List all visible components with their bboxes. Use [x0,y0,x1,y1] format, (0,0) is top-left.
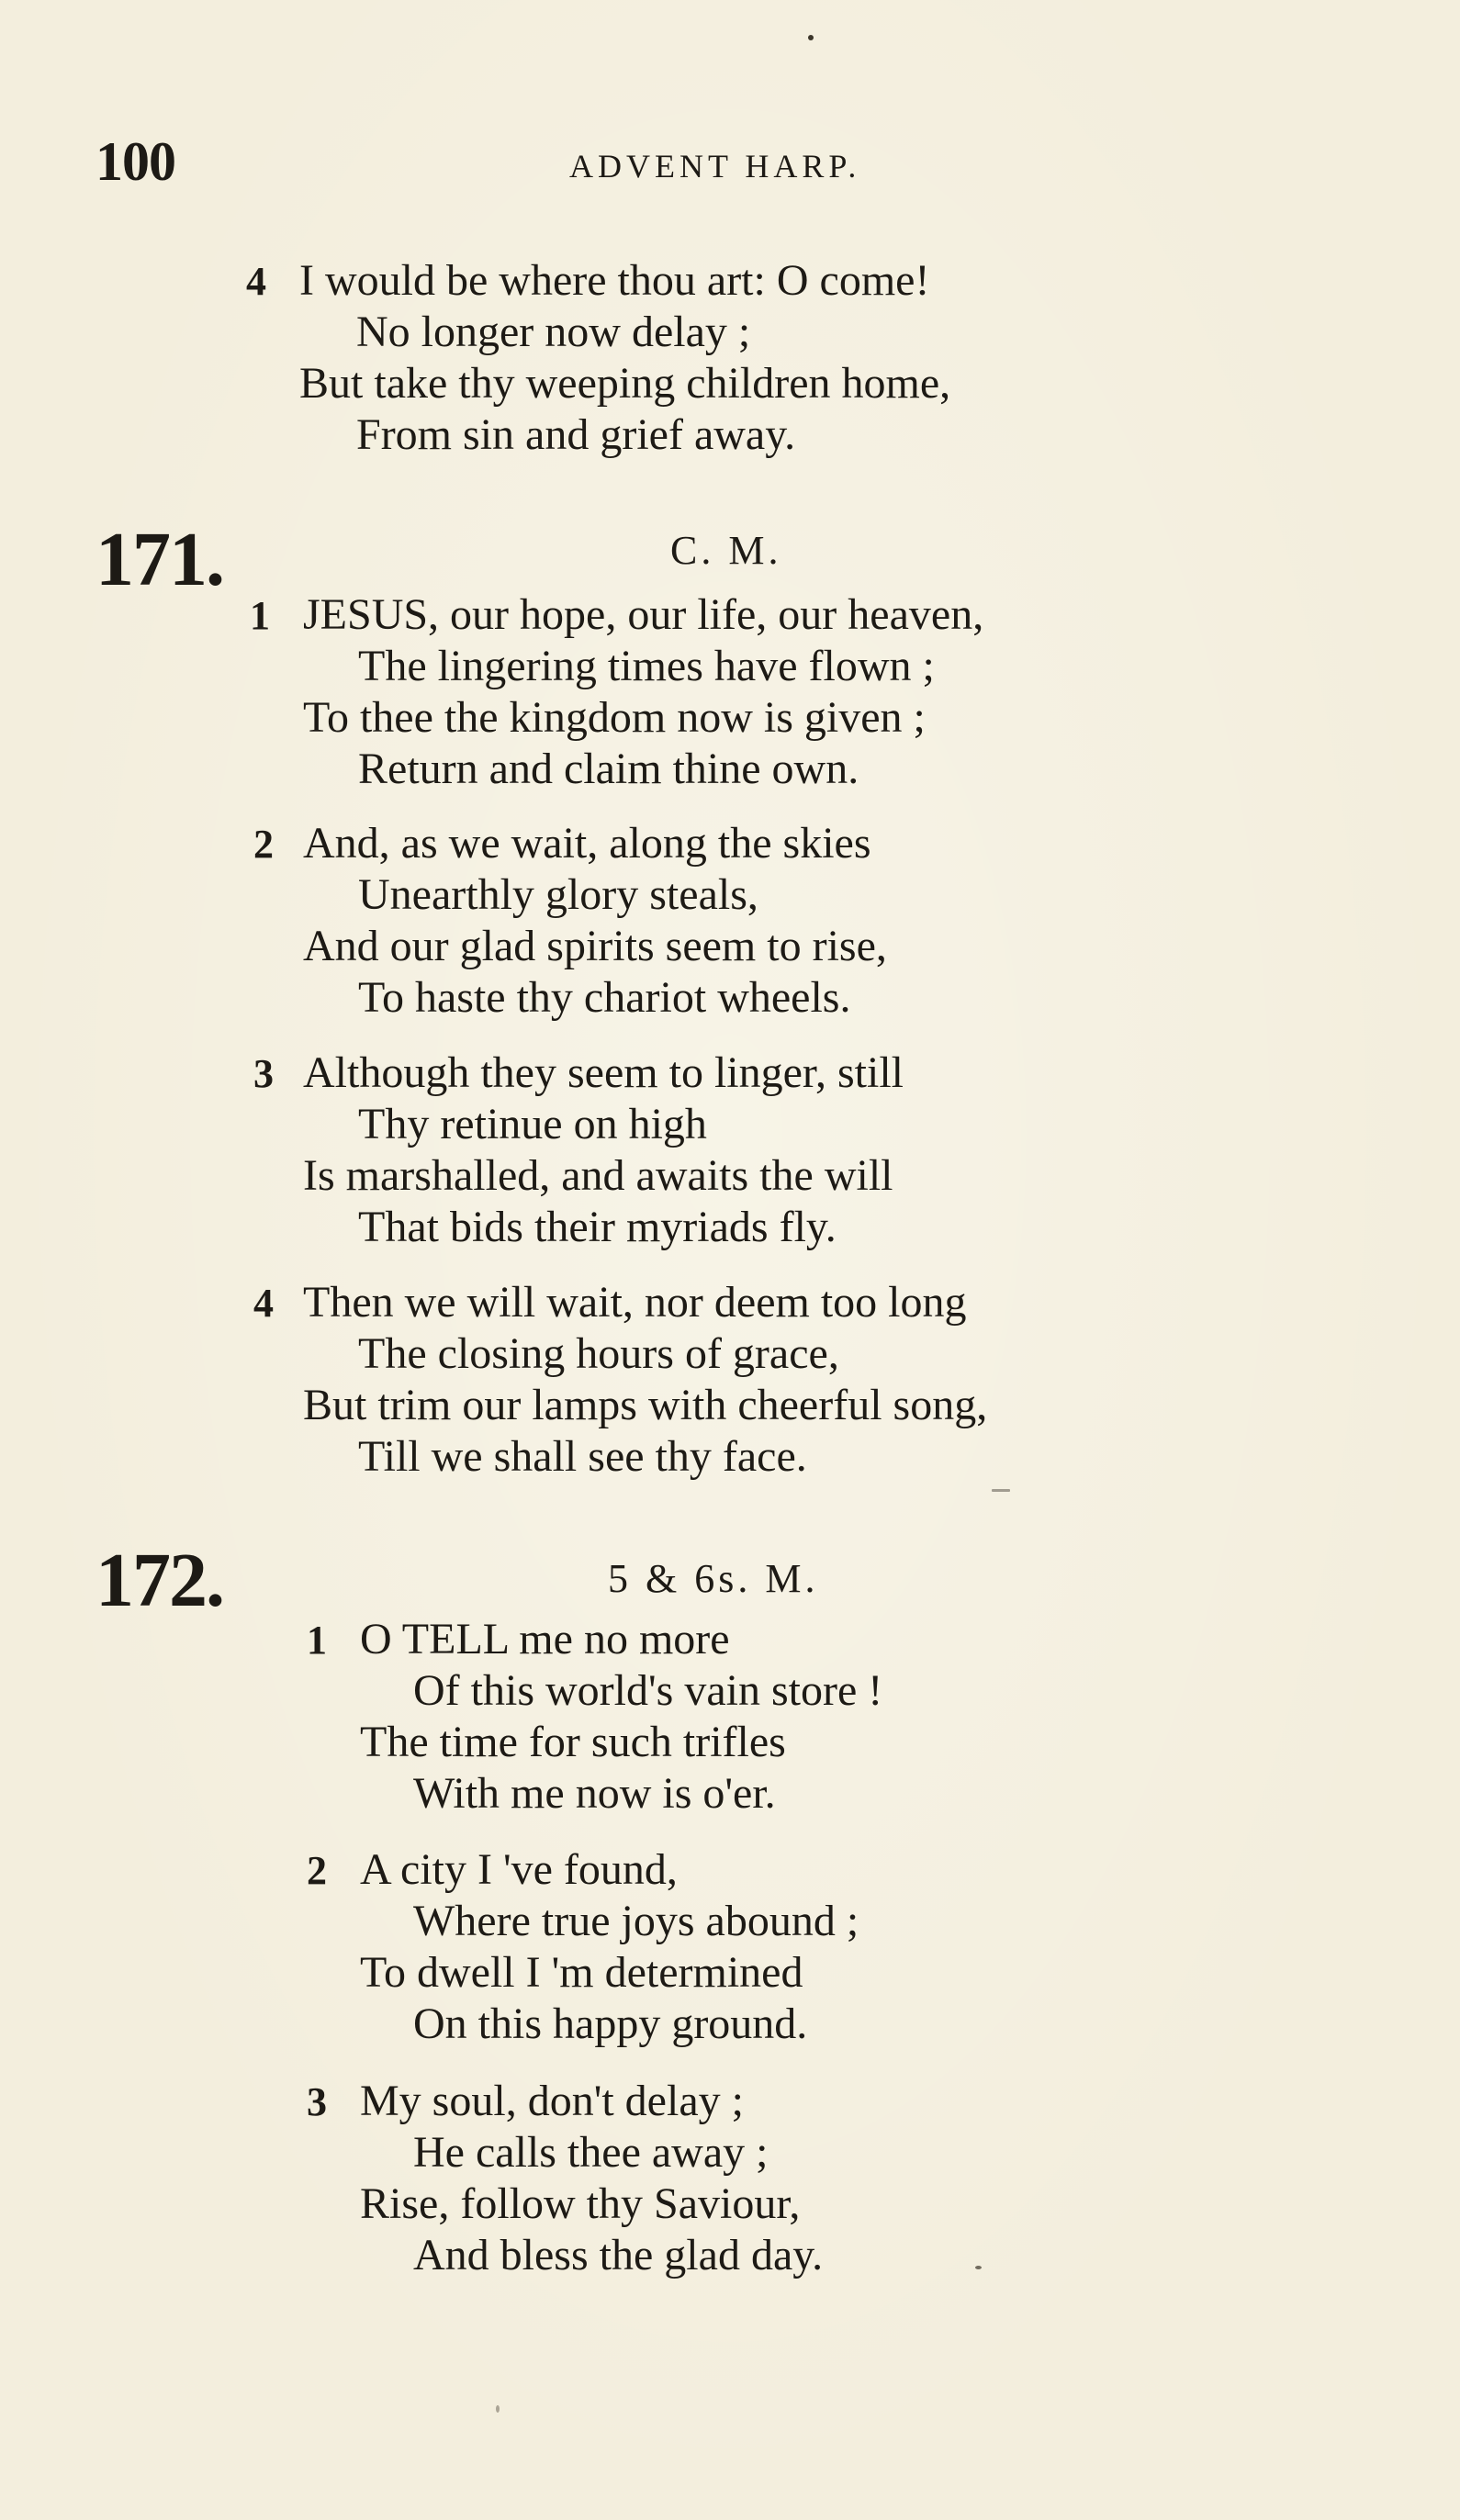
verse-number: 1 [307,1618,327,1663]
verse-line: Where true joys abound ; [413,1897,859,1945]
verse-line: Is marshalled, and awaits the will [303,1151,893,1200]
verse-line: But trim our lamps with cheerful song, [303,1381,988,1429]
hymn-meter: 5 & 6s. M. [608,1556,819,1601]
verse-number: 2 [307,1848,327,1893]
verse-line: Return and claim thine own. [358,745,859,793]
verse-line: Unearthly glory steals, [358,870,758,919]
verse-line: And bless the glad day. [413,2231,824,2279]
verse-line: O TELL me no more [360,1615,730,1663]
verse-line: But take thy weeping children home, [299,359,951,408]
hymn-meter: C. M. [670,528,782,573]
verse-line: To dwell I 'm determined [360,1948,803,1997]
verse-line: Till we shall see thy face. [358,1432,807,1481]
hymn-number: 172. [95,1538,223,1623]
verse-line: And, as we wait, along the skies [303,819,871,868]
verse-line: No longer now delay ; [356,308,751,356]
verse-line: On this happy ground. [413,1999,808,2048]
verse-line: A city I 've found, [360,1845,678,1894]
verse-line: To thee the kingdom now is given ; [303,693,926,742]
verse-line: To haste thy chariot wheels. [358,973,851,1022]
verse-line: The closing hours of grace, [358,1329,839,1378]
verse-line: The lingering times have flown ; [358,642,935,690]
verse-line: The time for such trifles [360,1718,786,1766]
page-number: 100 [95,131,175,192]
ink-speck [975,2266,982,2269]
verse-line: Although they seem to linger, still [303,1048,904,1097]
verse-line: With me now is o'er. [413,1769,776,1818]
verse-line: I would be where thou art: O come! [299,256,930,305]
hymn-number: 171. [95,517,223,602]
verse-line: JESUS, our hope, our life, our heaven, [303,590,984,639]
ink-speck [496,2405,500,2413]
verse-number: 1 [250,593,270,638]
verse-line: He calls thee away ; [413,2128,769,2177]
verse-line: From sin and grief away. [356,410,796,459]
verse-line: And our glad spirits seem to rise, [303,922,887,970]
verse-line: Rise, follow thy Saviour, [360,2179,801,2228]
verse-line: Then we will wait, nor deem too long [303,1278,967,1327]
ink-speck [992,1489,1010,1492]
ink-speck [808,35,814,40]
verse-line: Of this world's vain store ! [413,1666,883,1715]
verse-number: 4 [246,259,266,304]
verse-number: 2 [253,822,274,867]
verse-number: 3 [253,1051,274,1096]
verse-number: 3 [307,2079,327,2124]
running-head: ADVENT HARP. [569,148,861,185]
verse-number: 4 [253,1281,274,1326]
verse-line: Thy retinue on high [358,1100,707,1148]
verse-line: That bids their myriads fly. [358,1203,837,1251]
verse-line: My soul, don't delay ; [360,2077,744,2125]
